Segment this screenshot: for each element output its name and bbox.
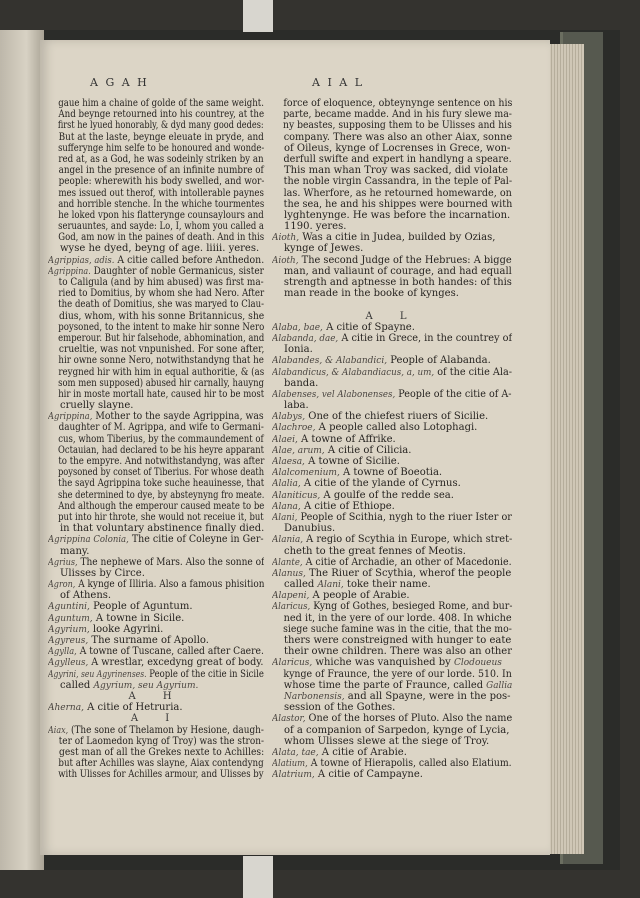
- entry-text: red at, as a God, he was sodeinly striken by an: [58, 153, 264, 165]
- entry-text: called: [60, 679, 94, 691]
- entry-text: kynge of Fraunce, the yere of our lorde. 510. In: [283, 668, 512, 680]
- dictionary-entry: [272, 568, 512, 579]
- entry-text: Octauian, had declared to be his heyre apparant: [58, 444, 264, 456]
- headword: Alaei,: [272, 434, 298, 445]
- entry-text: A regio of Scythia in Europe, which stret-: [303, 534, 513, 546]
- text-line: [272, 266, 524, 277]
- entry-text: Mother to the sayde Agrippina, was: [92, 411, 264, 423]
- headword: Agrippina,: [48, 412, 93, 423]
- text-line: [48, 501, 274, 512]
- text-line: [272, 98, 523, 109]
- entry-text: Daughter of noble Germanicus, sister: [90, 265, 264, 277]
- text-line: [272, 523, 512, 534]
- headword: Alalia,: [272, 479, 301, 490]
- text-line: [272, 176, 524, 187]
- entry-text: kynge of Jewes.: [284, 243, 364, 255]
- entry-text: sufferynge him selfe to be honoured and wonde-: [58, 142, 265, 154]
- entry-text: The Riuer of Scythia, wherof the people: [305, 567, 512, 579]
- text-line: [48, 769, 274, 780]
- entry-text: force of eloquence, obteynynge sentence on his: [283, 98, 513, 109]
- dictionary-entry: [48, 534, 264, 545]
- entry-text: toke their name.: [343, 579, 431, 591]
- entry-text: looke Agyrini.: [89, 623, 164, 635]
- entry-text: to the empyre. And notwithstandyng, was after: [58, 456, 265, 467]
- headword: Agylleus,: [48, 658, 89, 669]
- entry-text: laba.: [284, 400, 309, 412]
- dictionary-entry: [48, 255, 264, 266]
- entry-text: whiche was vanquished by: [312, 657, 454, 669]
- text-line: [48, 680, 264, 691]
- dictionary-entry: [48, 624, 264, 635]
- text-line: [48, 378, 274, 389]
- text-line: [272, 579, 512, 590]
- entry-text: crueltie, was not vnpunished. For sone after,: [58, 344, 265, 356]
- entry-text: and all Spayne, were in the pos-: [344, 690, 511, 702]
- headword: Alaniticus,: [272, 490, 321, 501]
- headword: Agyrium,: [48, 624, 90, 635]
- entry-text: (The sone of Thelamon by Hesione, daugh-: [68, 724, 264, 736]
- headword: Alastor,: [272, 714, 306, 725]
- text-line: [48, 322, 274, 333]
- entry-text: gaue him a chaine of golde of the same weight.: [58, 98, 264, 109]
- entry-text: man, and valiaunt of courage, and had equall: [283, 265, 512, 277]
- entry-text: their owne children. There was also an other: [284, 646, 512, 658]
- headword: Alabys,: [272, 412, 306, 423]
- left-column: [48, 98, 264, 780]
- dictionary-entry: [272, 478, 512, 489]
- dictionary-entry: [272, 534, 512, 545]
- entry-text: One of the chiefest riuers of Sicilie.: [305, 411, 489, 423]
- entry-text: A citie called before Anthedon.: [114, 254, 264, 266]
- dictionary-entry: [48, 702, 264, 713]
- entry-text: The second Judge of the Hebrues: A bigge: [298, 254, 512, 266]
- text-line: [272, 243, 512, 254]
- text-line: [48, 120, 274, 131]
- entry-text: ter of Laomedon kyng of Troy) was the stron-: [58, 735, 264, 747]
- book-page: [40, 40, 550, 855]
- text-line: [48, 568, 264, 579]
- text-line: [48, 736, 275, 747]
- entry-text: parte, became madde. And in his fury slewe ma-: [283, 109, 512, 121]
- dictionary-entry: [272, 355, 512, 366]
- text-line: [272, 691, 512, 702]
- entry-text: the sayd Agrippina toke suche heauinesse, that: [58, 478, 265, 490]
- headword: Alalcomenium,: [272, 468, 340, 479]
- text-line: [48, 132, 275, 143]
- entry-text: A people of Arabie.: [309, 590, 410, 602]
- entry-text: people: wherewith his body swelled, and wor-: [58, 176, 265, 188]
- entry-text: seruauntes, and sayde: Lo, I, whom you called a: [58, 221, 264, 233]
- entry-text: A towne of Tuscane, called after Caere.: [76, 646, 264, 658]
- headword: Agrippina Colonia,: [48, 535, 129, 546]
- entry-text: to Caligula (and by him abused) was first ma-: [58, 277, 264, 288]
- entry-text: and horrible stenche. In the whiche tourmentes: [58, 198, 265, 210]
- running-head-right: A I A L: [312, 76, 365, 89]
- text-line: [48, 512, 274, 523]
- text-line: [272, 680, 524, 691]
- text-line: [48, 232, 274, 243]
- entry-text: A wrestlar, excedyng great of body.: [88, 657, 264, 669]
- dictionary-entry: [272, 747, 512, 758]
- entry-text: The citie of Coleyne in Ger-: [128, 534, 264, 546]
- text-line: [48, 288, 274, 299]
- dictionary-entry: [48, 557, 264, 568]
- text-line: [272, 154, 524, 165]
- entry-text: of a companion of Sarpedon, kynge of Lycia,: [284, 724, 510, 736]
- entry-text: banda.: [284, 377, 319, 389]
- entry-text: ried to Domitius, by whom she had Nero. After: [58, 288, 265, 300]
- dictionary-entry: [48, 579, 264, 590]
- entry-text: cus, whom Tiberius, by the commaundement of: [58, 433, 264, 445]
- text-line: [48, 98, 274, 109]
- entry-text: the death of Domitius, she was maryed to Clau-: [58, 299, 265, 311]
- text-line: [48, 434, 274, 445]
- entry-text: gest man of all the Grekes nexte to Achilles:: [58, 746, 265, 758]
- text-line: [48, 456, 274, 467]
- entry-text: Ionia.: [284, 344, 313, 356]
- italic-term: Alani,: [317, 580, 344, 591]
- headword: Agrippias, adis.: [48, 255, 115, 266]
- entry-text: first he lyued honorably, & dyd many good dedes:: [57, 120, 264, 132]
- entry-text: A citie of Hetruria.: [83, 702, 183, 714]
- section-letter-heading: A I: [130, 713, 182, 725]
- headword: Alanus,: [272, 568, 306, 579]
- entry-text: A goulfe of the redde sea.: [320, 489, 454, 501]
- text-line: [48, 389, 274, 400]
- entry-text: lyghtenynge. He was before the incarnation.: [284, 209, 511, 221]
- entry-text: ny beastes, supposing them to be Ulisses and his: [283, 120, 512, 132]
- entry-text: of Athens.: [60, 590, 112, 602]
- entry-text: People of Alabanda.: [387, 355, 491, 367]
- dictionary-entry: [272, 713, 512, 724]
- entry-text: A citie of Ethiope.: [300, 500, 395, 512]
- right-column: [272, 98, 512, 780]
- entry-text: The nephewe of Mars. Also the sonne of: [77, 556, 265, 568]
- entry-text: wyse he dyed, beyng of age. liiii. yeres.: [60, 243, 260, 255]
- text-line: [272, 143, 512, 154]
- text-line: [272, 613, 524, 624]
- entry-text: in that voluntary abstinence finally died.: [59, 523, 265, 535]
- entry-text: The surname of Apollo.: [88, 635, 209, 646]
- entry-text: dius, whom, with his sonne Britannicus, she: [59, 310, 265, 322]
- dictionary-entry: [272, 367, 512, 378]
- headword: Alania,: [272, 535, 304, 546]
- entry-text: called: [284, 579, 318, 591]
- text-line: [272, 400, 512, 411]
- headword: Alaricus,: [272, 658, 313, 669]
- entry-text: he loked vpon his flatterynge counsaylours and: [58, 209, 264, 221]
- dictionary-entry: [48, 669, 264, 680]
- text-line: [272, 188, 524, 199]
- entry-text: company. There was also an other Aiax, sonne: [283, 131, 513, 143]
- section-letter-heading: A L: [365, 310, 419, 322]
- entry-text: People of the citie in Sicile: [146, 668, 264, 680]
- dictionary-entry: [272, 557, 512, 568]
- text-line: [48, 546, 264, 557]
- headword: Alana,: [272, 501, 301, 512]
- text-line: [48, 490, 274, 501]
- entry-text: reygned hir with him in equal authoritie, & (as: [58, 366, 265, 378]
- text-line: [48, 344, 275, 355]
- italic-term: Clodoueus: [454, 658, 502, 669]
- dictionary-entry: [48, 411, 264, 422]
- text-line: [48, 422, 275, 433]
- entry-text: poysoned, to the intent to make hir sonne Nero: [58, 321, 265, 333]
- text-line: [48, 188, 274, 199]
- dictionary-entry: [272, 333, 512, 344]
- entry-text: A citie of Spayne.: [322, 321, 415, 333]
- entry-text: A citie of Archadie, an other of Macedonie.: [302, 556, 512, 568]
- text-line: [48, 176, 275, 187]
- headword: Alani,: [272, 512, 298, 523]
- entry-text: cruelly slayne.: [60, 400, 134, 412]
- headword: Aguntum,: [48, 613, 93, 624]
- entry-text: Was a citie in Judea, builded by Ozias,: [299, 232, 496, 244]
- entry-text: Kyng of Gothes, besieged Rome, and bur-: [310, 601, 513, 613]
- headword: Alatrium,: [272, 770, 315, 781]
- headword: Alaricus,: [272, 602, 311, 613]
- entry-text: People of Scithia, nygh to the riuer Ister or: [297, 511, 512, 523]
- entry-text: poysoned by conset of Tiberius. For whose death: [57, 467, 265, 479]
- entry-text: session of the Gothes.: [284, 702, 396, 714]
- dictionary-entry: [272, 590, 512, 601]
- dictionary-entry: [272, 601, 512, 612]
- headword: Alabandicus, & Alabandiacus, a, um,: [272, 367, 435, 378]
- text-line: [48, 445, 274, 456]
- entry-text: A towne of Boeotia.: [339, 467, 443, 479]
- headword: Agrippina.: [48, 266, 91, 277]
- text-line: [272, 725, 512, 736]
- headword: Aherna,: [48, 703, 84, 714]
- entry-text: thers were constreigned with hunger to eate: [284, 635, 512, 646]
- headword: Alachroe,: [272, 423, 316, 434]
- dictionary-entry: [272, 456, 512, 467]
- text-line: [48, 367, 274, 378]
- dictionary-entry: [272, 501, 512, 512]
- text-line: [272, 132, 524, 143]
- dictionary-entry: [48, 657, 264, 668]
- text-line: [272, 221, 512, 232]
- headword: Agrius,: [48, 557, 78, 568]
- headword: Aiax,: [48, 725, 69, 736]
- headword: Agylla,: [48, 647, 77, 658]
- headword: Alaba, bae,: [272, 322, 323, 333]
- entry-text: the noble virgin Cassandra, in the teple of Pal-: [283, 176, 513, 188]
- text-line: [272, 288, 512, 299]
- text-line: [48, 400, 264, 411]
- text-line: [48, 333, 274, 344]
- entry-text: hir in moste mortall hate, caused hir to be most: [58, 388, 265, 400]
- headword: Alapeni,: [272, 591, 310, 602]
- text-line: [272, 546, 512, 557]
- dictionary-entry: [272, 322, 512, 333]
- dictionary-entry: [48, 601, 264, 612]
- dictionary-entry: [272, 769, 512, 780]
- dictionary-entry: [272, 657, 512, 668]
- entry-text: A citie of Cilicia.: [324, 444, 412, 456]
- text-line: [48, 243, 264, 254]
- text-line: [272, 635, 512, 646]
- entry-text: And although the emperour caused meate to be: [58, 500, 265, 512]
- entry-text: cheth to the great fennes of Meotis.: [284, 545, 466, 557]
- facing-page-edge: [0, 30, 44, 870]
- entry-text: A towne in Sicile.: [92, 612, 185, 624]
- text-line: [48, 109, 274, 120]
- headword: Alabenses, vel Alabonenses,: [272, 389, 396, 400]
- dictionary-entry: [272, 490, 512, 501]
- dictionary-entry: [48, 266, 264, 277]
- text-line: [272, 210, 512, 221]
- entry-text: A citie of Arabie.: [318, 746, 407, 758]
- running-head-left: A G A H: [90, 76, 149, 89]
- entry-text: God, am now in the paines of death. And in this: [58, 232, 265, 244]
- text-line: [48, 590, 264, 601]
- headword: Agyrini, seu Agyrinenses.: [48, 669, 147, 680]
- headword: Agron,: [48, 580, 76, 591]
- entry-text: And beynge retourned into his countrey, at the: [58, 109, 265, 121]
- dictionary-entry: [272, 422, 512, 433]
- entry-text: emperour. But hir falsehode, abhomination, and: [58, 332, 265, 344]
- text-line: [272, 277, 524, 288]
- text-line: [48, 221, 274, 232]
- text-line: [272, 736, 512, 747]
- entry-text: daughter of M. Agrippa, and wife to Germani-: [58, 422, 264, 434]
- dictionary-entry: [48, 646, 264, 657]
- text-line: [48, 277, 275, 288]
- headword: Aioth,: [272, 255, 299, 266]
- entry-text: People of the citie of A-: [395, 388, 512, 400]
- entry-text: siege suche famine was in the citie, that the mo-: [283, 623, 512, 635]
- dictionary-entry: [48, 725, 264, 736]
- text-line: [272, 669, 523, 680]
- entry-text: hir owne sonne Nero, notwithstandyng that he: [58, 355, 264, 367]
- headword: Aguntini,: [48, 602, 90, 613]
- entry-text: A towne of Affrike.: [297, 433, 396, 445]
- section-letter-heading: A H: [128, 690, 184, 702]
- headword: Alabandes, & Alabandici,: [272, 356, 388, 367]
- headword: Alata, tae,: [272, 747, 319, 758]
- entry-text: mes issued out therof, with intollerable paynes: [58, 187, 264, 199]
- text-line: [48, 523, 276, 534]
- entry-text: ned it, in the yere of our lorde. 408. In whiche: [283, 612, 512, 624]
- text-line: [48, 210, 274, 221]
- headword: Narbonensis,: [284, 691, 345, 702]
- blank-line: [272, 299, 512, 310]
- text-line: [48, 165, 275, 176]
- headword: Alaesa,: [272, 457, 305, 467]
- dictionary-entry: [272, 445, 512, 456]
- entry-text: las. Wherfore, as he retourned homewarde, on: [283, 187, 512, 199]
- dictionary-entry: [272, 389, 512, 400]
- text-line: [272, 199, 524, 210]
- dictionary-entry: [48, 613, 264, 624]
- italic-term: Gallia: [486, 680, 513, 691]
- entry-text: derfull swifte and expert in handlyng a speare.: [283, 153, 512, 165]
- dictionary-entry: [272, 758, 512, 769]
- text-line: [48, 299, 274, 310]
- headword: Alabanda, dae,: [272, 333, 339, 344]
- text-line: [48, 355, 274, 366]
- headword: Agyreus,: [48, 636, 89, 646]
- entry-text: man reade in the booke of kynges.: [284, 288, 459, 300]
- dictionary-entry: [272, 467, 512, 478]
- entry-text: of the citie Ala-: [434, 366, 513, 378]
- entry-text: angel in the presence of an infinite numbre of: [58, 165, 264, 177]
- entry-text: put into hir throte, she would not receiue it, but: [58, 511, 264, 523]
- headword: Alante,: [272, 557, 303, 568]
- entry-text: som men supposed) abused hir carnally, hauyng: [58, 377, 265, 389]
- entry-text: A citie of the ylande of Cyrnus.: [300, 478, 461, 490]
- entry-text: A people called also Lotophagi.: [315, 422, 478, 434]
- headword: Aioth,: [272, 233, 300, 244]
- entry-text: the sea, he and his shippes were bourned with: [283, 198, 513, 210]
- text-line: [272, 646, 512, 657]
- ruler-top: [243, 0, 273, 32]
- entry-text: This man whan Troy was sacked, did violate: [284, 165, 508, 177]
- dictionary-entry: [272, 434, 512, 445]
- entry-text: many.: [60, 545, 90, 557]
- entry-text: Danubius.: [284, 523, 336, 535]
- dictionary-entry: [272, 255, 512, 266]
- text-line: [272, 165, 512, 176]
- entry-text: but after Achilles was slayne, Aiax contendyng: [58, 758, 264, 770]
- dictionary-entry: [272, 512, 512, 523]
- ruler-bottom: [243, 856, 273, 898]
- text-line: [48, 478, 274, 489]
- entry-text: People of Aguntum.: [89, 601, 193, 613]
- entry-text: whom Ulisses slewe at the siege of Troy.: [284, 735, 490, 747]
- text-line: [48, 199, 274, 210]
- entry-text: A kynge of Illiria. Also a famous phisition: [75, 579, 265, 591]
- text-line: [48, 143, 274, 154]
- text-line: [272, 344, 512, 355]
- headword: Alae, arum,: [272, 445, 325, 456]
- text-line: [48, 758, 274, 769]
- entry-text: One of the horses of Pluto. Also the name: [305, 713, 513, 725]
- entry-text: A towne of Hierapolis, called also Elatium.: [307, 758, 512, 770]
- dictionary-entry: [272, 232, 512, 243]
- entry-text: 1190. yeres.: [284, 221, 347, 233]
- italic-term: Agyrium, seu Agyrium.: [93, 680, 199, 691]
- entry-text: Ulisses by Circe.: [60, 567, 145, 579]
- text-line: [48, 467, 274, 478]
- entry-text: strength and aptnesse in both handes: of this: [283, 277, 512, 288]
- text-line: [48, 747, 275, 758]
- text-line: [272, 702, 512, 713]
- dictionary-entry: [272, 411, 512, 422]
- text-line: [272, 109, 523, 120]
- headword: Alatium,: [272, 759, 308, 770]
- entry-text: A citie of Campayne.: [314, 769, 423, 781]
- text-line: [48, 311, 275, 322]
- text-line: [272, 120, 523, 131]
- text-line: [48, 154, 274, 165]
- text-line: [272, 624, 523, 635]
- entry-text: But at the laste, beynge eleuate in pryde, and: [58, 131, 264, 143]
- entry-text: with Ulisses for Achilles armour, and Ulisses by: [58, 769, 264, 781]
- entry-text: she determined to dye, by absteynyng fro meate.: [57, 489, 265, 501]
- entry-text: of Oileus, kynge of Locrenses in Grece, won-: [284, 142, 511, 154]
- entry-text: whose time the parte of Fraunce, called: [283, 679, 487, 691]
- entry-text: A citie in Grece, in the countrey of: [338, 332, 513, 344]
- entry-text: A towne of Sicilie.: [304, 456, 400, 467]
- text-line: [272, 378, 512, 389]
- dictionary-entry: [48, 635, 264, 646]
